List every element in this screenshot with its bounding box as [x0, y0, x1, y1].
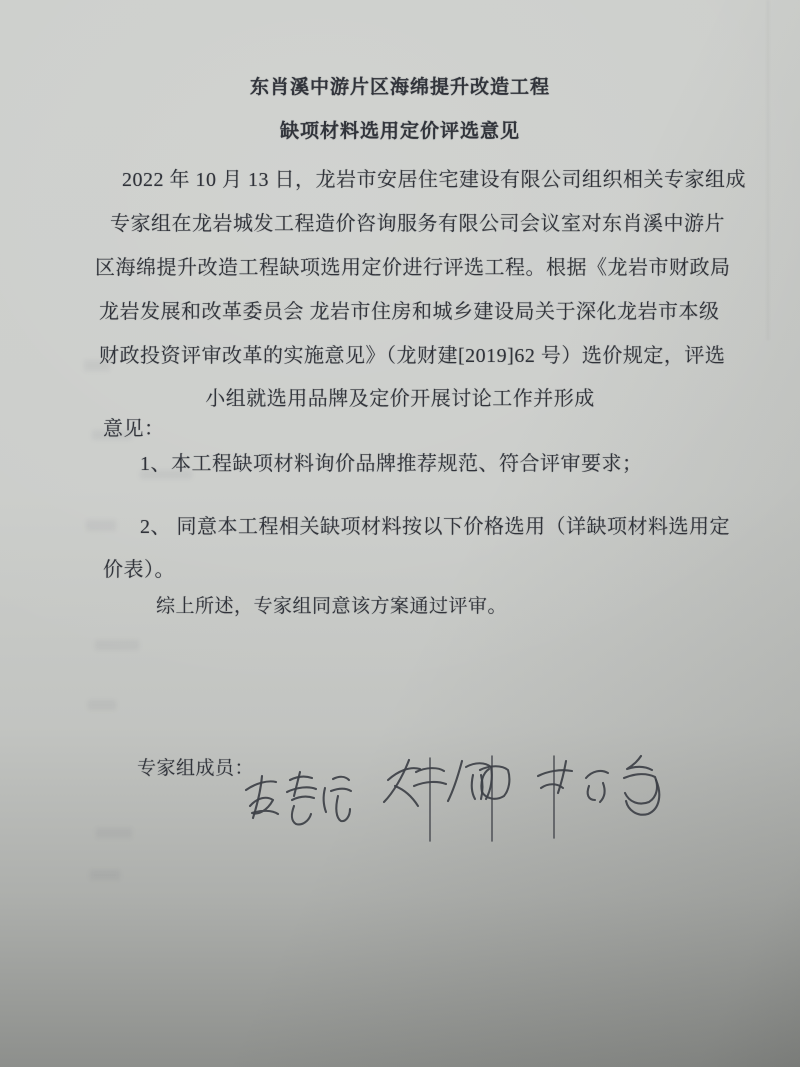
opinion-item-2: 2、 同意本工程相关缺项材料按以下价格选用（详缺项材料选用定 [140, 516, 730, 538]
body-line-6: 小组就选用品牌及定价开展讨论工作并形成 [205, 388, 595, 410]
handwritten-signature-1 [240, 766, 355, 841]
body-line-2: 专家组在龙岩城发工程造价咨询服务有限公司会议室对东肖溪中游片 [110, 213, 725, 235]
opinion-label: 意见： [103, 418, 165, 440]
body-line-5: 财政投资评审改革的实施意见》（龙财建[2019]62 号）选价规定，评选 [99, 345, 726, 367]
document-title-line-2: 缺项材料选用定价评选意见 [279, 121, 520, 142]
paper-edge-crease [767, 0, 769, 340]
body-line-4: 龙岩发展和改革委员会 龙岩市住房和城乡建设局关于深化龙岩市本级 [99, 301, 720, 323]
document-title-line-1: 东肖溪中游片区海绵提升改造工程 [249, 77, 550, 98]
show-through-mark [88, 700, 116, 710]
show-through-mark [96, 828, 132, 838]
show-through-mark [95, 640, 139, 650]
show-through-mark [90, 870, 120, 880]
handwritten-signature-3 [528, 748, 670, 853]
opinion-item-2-continuation: 价表）。 [103, 559, 175, 581]
conclusion-line: 综上所述，专家组同意该方案通过评审。 [156, 596, 508, 617]
body-line-1: 2022 年 10 月 13 日，龙岩市安居住宅建设有限公司组织相关专家组成 [122, 169, 746, 191]
body-line-3: 区海绵提升改造工程缺项选用定价进行评选工程。根据《龙岩市财政局 [95, 257, 731, 279]
show-through-mark [86, 520, 116, 531]
opinion-item-1: 1、本工程缺项材料询价品牌推荐规范、符合评审要求； [140, 453, 643, 475]
signature-section-label: 专家组成员： [137, 758, 255, 779]
handwritten-signature-2 [378, 748, 530, 853]
